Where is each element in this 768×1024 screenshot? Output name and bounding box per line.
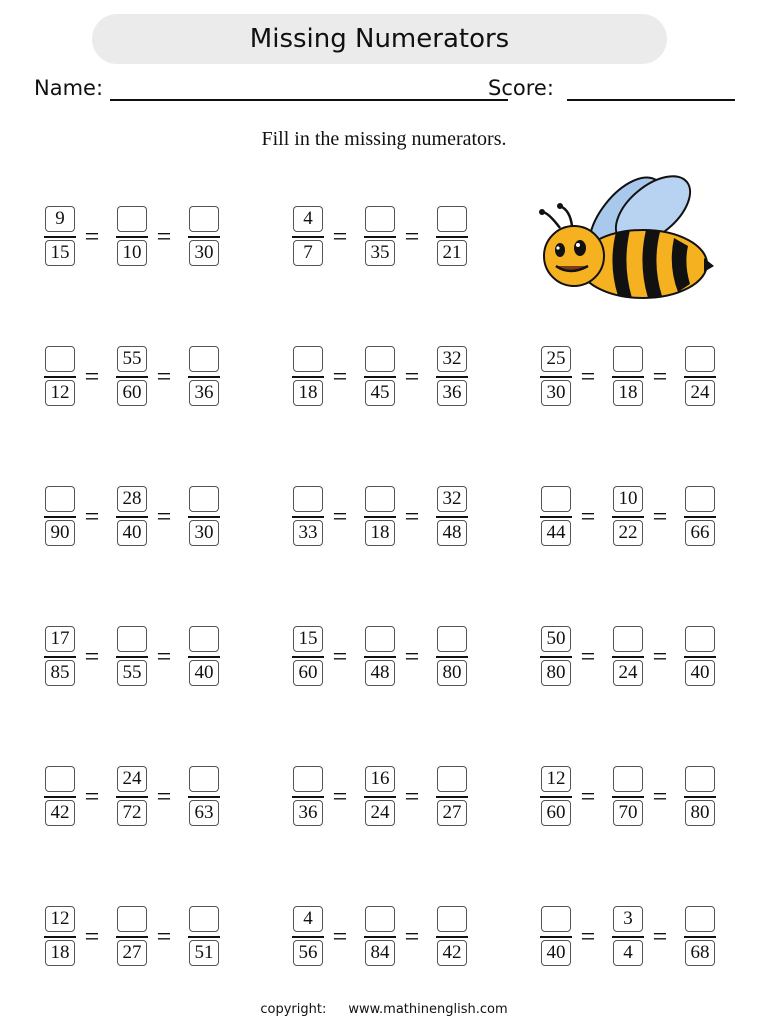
denominator-box: 30 bbox=[189, 520, 219, 546]
fraction bbox=[540, 486, 572, 550]
equals-sign: = bbox=[156, 222, 172, 251]
fraction bbox=[116, 486, 148, 550]
denominator-box: 85 bbox=[45, 660, 75, 686]
fraction-bar bbox=[436, 656, 468, 658]
score-label: Score: bbox=[488, 76, 554, 100]
fraction bbox=[364, 346, 396, 410]
fraction-bar bbox=[364, 236, 396, 238]
denominator-box: 80 bbox=[685, 800, 715, 826]
denominator-box: 51 bbox=[189, 940, 219, 966]
fraction-bar bbox=[684, 376, 716, 378]
numerator-box: 3 bbox=[613, 906, 643, 932]
numerator-answer-box[interactable] bbox=[613, 766, 643, 792]
numerator-box: 4 bbox=[293, 206, 323, 232]
equals-sign: = bbox=[580, 642, 596, 671]
numerator-answer-box[interactable] bbox=[685, 486, 715, 512]
fraction bbox=[540, 626, 572, 690]
fraction bbox=[540, 766, 572, 830]
fraction bbox=[540, 906, 572, 970]
denominator-box: 33 bbox=[293, 520, 323, 546]
fraction bbox=[612, 906, 644, 970]
denominator-box: 22 bbox=[613, 520, 643, 546]
fraction-bar bbox=[364, 656, 396, 658]
fraction-bar bbox=[540, 796, 572, 798]
equivalent-fraction-problem bbox=[292, 906, 492, 976]
fraction bbox=[292, 906, 324, 970]
numerator-answer-box[interactable] bbox=[365, 206, 395, 232]
denominator-box: 30 bbox=[541, 380, 571, 406]
denominator-box: 24 bbox=[685, 380, 715, 406]
fraction-bar bbox=[292, 516, 324, 518]
fraction-bar bbox=[188, 516, 220, 518]
denominator-box: 90 bbox=[45, 520, 75, 546]
fraction-bar bbox=[612, 796, 644, 798]
denominator-box: 36 bbox=[189, 380, 219, 406]
fraction-bar bbox=[116, 236, 148, 238]
name-score-row bbox=[34, 72, 739, 106]
denominator-box: 80 bbox=[437, 660, 467, 686]
numerator-box: 28 bbox=[117, 486, 147, 512]
numerator-answer-box[interactable] bbox=[189, 766, 219, 792]
fraction bbox=[292, 766, 324, 830]
numerator-answer-box[interactable] bbox=[365, 346, 395, 372]
fraction bbox=[116, 206, 148, 270]
equals-sign: = bbox=[652, 922, 668, 951]
equivalent-fraction-problem bbox=[44, 346, 244, 416]
equals-sign: = bbox=[332, 642, 348, 671]
score-field[interactable] bbox=[567, 99, 735, 101]
equivalent-fraction-problem bbox=[540, 766, 740, 836]
fraction bbox=[292, 486, 324, 550]
fraction-bar bbox=[44, 516, 76, 518]
fraction bbox=[436, 346, 468, 410]
denominator-box: 18 bbox=[613, 380, 643, 406]
numerator-box: 12 bbox=[45, 906, 75, 932]
numerator-box: 50 bbox=[541, 626, 571, 652]
fraction-bar bbox=[612, 656, 644, 658]
equals-sign: = bbox=[404, 642, 420, 671]
equivalent-fraction-problem bbox=[44, 486, 244, 556]
numerator-answer-box[interactable] bbox=[293, 766, 323, 792]
numerator-answer-box[interactable] bbox=[365, 906, 395, 932]
fraction-bar bbox=[116, 516, 148, 518]
numerator-box: 17 bbox=[45, 626, 75, 652]
equals-sign: = bbox=[404, 782, 420, 811]
name-label: Name: bbox=[34, 76, 104, 100]
fraction-bar bbox=[612, 936, 644, 938]
equivalent-fraction-problem bbox=[292, 486, 492, 556]
denominator-box: 15 bbox=[45, 240, 75, 266]
numerator-box: 9 bbox=[45, 206, 75, 232]
numerator-answer-box[interactable] bbox=[117, 206, 147, 232]
denominator-box: 27 bbox=[437, 800, 467, 826]
fraction-bar bbox=[188, 236, 220, 238]
numerator-answer-box[interactable] bbox=[685, 626, 715, 652]
denominator-box: 68 bbox=[685, 940, 715, 966]
equals-sign: = bbox=[404, 922, 420, 951]
website-link[interactable]: www.mathinenglish.com bbox=[348, 1002, 508, 1017]
numerator-answer-box[interactable] bbox=[437, 626, 467, 652]
numerator-box: 32 bbox=[437, 346, 467, 372]
numerator-answer-box[interactable] bbox=[189, 486, 219, 512]
equals-sign: = bbox=[332, 502, 348, 531]
numerator-answer-box[interactable] bbox=[365, 626, 395, 652]
equivalent-fraction-problem bbox=[44, 626, 244, 696]
denominator-box: 70 bbox=[613, 800, 643, 826]
equals-sign: = bbox=[652, 502, 668, 531]
equals-sign: = bbox=[84, 362, 100, 391]
numerator-answer-box[interactable] bbox=[437, 766, 467, 792]
denominator-box: 18 bbox=[45, 940, 75, 966]
name-field[interactable] bbox=[110, 99, 508, 101]
equals-sign: = bbox=[580, 922, 596, 951]
denominator-box: 12 bbox=[45, 380, 75, 406]
equals-sign: = bbox=[580, 502, 596, 531]
fraction bbox=[188, 206, 220, 270]
numerator-answer-box[interactable] bbox=[541, 486, 571, 512]
numerator-answer-box[interactable] bbox=[189, 346, 219, 372]
fraction-bar bbox=[188, 936, 220, 938]
equivalent-fraction-problem bbox=[292, 346, 492, 416]
numerator-box: 32 bbox=[437, 486, 467, 512]
fraction-bar bbox=[684, 516, 716, 518]
fraction-bar bbox=[116, 656, 148, 658]
fraction-bar bbox=[540, 936, 572, 938]
equivalent-fraction-problem bbox=[44, 766, 244, 836]
fraction-bar bbox=[116, 936, 148, 938]
fraction-bar bbox=[44, 936, 76, 938]
equivalent-fraction-problem bbox=[540, 906, 740, 976]
fraction-bar bbox=[44, 376, 76, 378]
fraction bbox=[44, 346, 76, 410]
numerator-answer-box[interactable] bbox=[45, 486, 75, 512]
equals-sign: = bbox=[156, 502, 172, 531]
denominator-box: 48 bbox=[437, 520, 467, 546]
fraction bbox=[684, 766, 716, 830]
fraction bbox=[436, 486, 468, 550]
bee-icon bbox=[538, 168, 718, 304]
denominator-box: 7 bbox=[293, 240, 323, 266]
numerator-answer-box[interactable] bbox=[45, 766, 75, 792]
numerator-answer-box[interactable] bbox=[685, 766, 715, 792]
numerator-answer-box[interactable] bbox=[437, 206, 467, 232]
equals-sign: = bbox=[84, 502, 100, 531]
fraction bbox=[44, 206, 76, 270]
fraction bbox=[684, 906, 716, 970]
fraction-bar bbox=[540, 376, 572, 378]
numerator-answer-box[interactable] bbox=[189, 626, 219, 652]
fraction bbox=[436, 626, 468, 690]
numerator-box: 16 bbox=[365, 766, 395, 792]
numerator-answer-box[interactable] bbox=[541, 906, 571, 932]
equals-sign: = bbox=[404, 222, 420, 251]
numerator-answer-box[interactable] bbox=[189, 906, 219, 932]
equals-sign: = bbox=[652, 642, 668, 671]
fraction-bar bbox=[684, 656, 716, 658]
equals-sign: = bbox=[652, 782, 668, 811]
equals-sign: = bbox=[84, 222, 100, 251]
numerator-box: 24 bbox=[117, 766, 147, 792]
fraction bbox=[44, 486, 76, 550]
fraction-bar bbox=[188, 656, 220, 658]
denominator-box: 40 bbox=[685, 660, 715, 686]
denominator-box: 4 bbox=[613, 940, 643, 966]
fraction bbox=[44, 626, 76, 690]
equals-sign: = bbox=[580, 782, 596, 811]
denominator-box: 60 bbox=[541, 800, 571, 826]
equals-sign: = bbox=[404, 362, 420, 391]
copyright-label: copyright: bbox=[260, 1002, 327, 1017]
fraction bbox=[116, 906, 148, 970]
denominator-box: 18 bbox=[293, 380, 323, 406]
fraction-bar bbox=[44, 796, 76, 798]
fraction-bar bbox=[116, 796, 148, 798]
fraction-bar bbox=[540, 656, 572, 658]
equals-sign: = bbox=[332, 782, 348, 811]
fraction bbox=[436, 906, 468, 970]
numerator-box: 55 bbox=[117, 346, 147, 372]
fraction bbox=[364, 206, 396, 270]
equals-sign: = bbox=[580, 362, 596, 391]
denominator-box: 60 bbox=[293, 660, 323, 686]
denominator-box: 42 bbox=[45, 800, 75, 826]
fraction bbox=[188, 906, 220, 970]
fraction-bar bbox=[540, 516, 572, 518]
numerator-answer-box[interactable] bbox=[685, 346, 715, 372]
fraction bbox=[612, 626, 644, 690]
worksheet-title: Missing Numerators bbox=[92, 14, 667, 64]
denominator-box: 30 bbox=[189, 240, 219, 266]
equals-sign: = bbox=[156, 782, 172, 811]
denominator-box: 24 bbox=[365, 800, 395, 826]
equivalent-fraction-problem bbox=[44, 906, 244, 976]
fraction bbox=[612, 766, 644, 830]
denominator-box: 63 bbox=[189, 800, 219, 826]
equivalent-fraction-problem bbox=[540, 626, 740, 696]
fraction-bar bbox=[364, 376, 396, 378]
fraction bbox=[116, 346, 148, 410]
numerator-box: 15 bbox=[293, 626, 323, 652]
fraction bbox=[364, 486, 396, 550]
denominator-box: 21 bbox=[437, 240, 467, 266]
numerator-box: 4 bbox=[293, 906, 323, 932]
denominator-box: 18 bbox=[365, 520, 395, 546]
equivalent-fraction-problem bbox=[540, 486, 740, 556]
denominator-box: 55 bbox=[117, 660, 147, 686]
fraction-bar bbox=[292, 236, 324, 238]
fraction bbox=[188, 346, 220, 410]
denominator-box: 35 bbox=[365, 240, 395, 266]
denominator-box: 60 bbox=[117, 380, 147, 406]
denominator-box: 40 bbox=[541, 940, 571, 966]
fraction-bar bbox=[188, 376, 220, 378]
denominator-box: 72 bbox=[117, 800, 147, 826]
fraction bbox=[188, 766, 220, 830]
equivalent-fraction-problem bbox=[44, 206, 244, 276]
numerator-box: 12 bbox=[541, 766, 571, 792]
fraction-bar bbox=[188, 796, 220, 798]
fraction bbox=[292, 206, 324, 270]
equivalent-fraction-problem bbox=[292, 766, 492, 836]
fraction-bar bbox=[292, 936, 324, 938]
denominator-box: 24 bbox=[613, 660, 643, 686]
equals-sign: = bbox=[652, 362, 668, 391]
fraction bbox=[364, 626, 396, 690]
denominator-box: 44 bbox=[541, 520, 571, 546]
fraction bbox=[684, 626, 716, 690]
denominator-box: 66 bbox=[685, 520, 715, 546]
fraction bbox=[540, 346, 572, 410]
equals-sign: = bbox=[332, 922, 348, 951]
fraction bbox=[188, 486, 220, 550]
numerator-answer-box[interactable] bbox=[117, 626, 147, 652]
equals-sign: = bbox=[156, 642, 172, 671]
fraction-bar bbox=[292, 796, 324, 798]
numerator-answer-box[interactable] bbox=[685, 906, 715, 932]
denominator-box: 36 bbox=[293, 800, 323, 826]
fraction-bar bbox=[612, 376, 644, 378]
fraction-bar bbox=[436, 236, 468, 238]
fraction bbox=[364, 766, 396, 830]
equals-sign: = bbox=[84, 782, 100, 811]
numerator-answer-box[interactable] bbox=[189, 206, 219, 232]
fraction bbox=[364, 906, 396, 970]
fraction bbox=[44, 906, 76, 970]
equals-sign: = bbox=[332, 222, 348, 251]
numerator-answer-box[interactable] bbox=[293, 346, 323, 372]
fraction-bar bbox=[436, 516, 468, 518]
equals-sign: = bbox=[332, 362, 348, 391]
fraction bbox=[292, 346, 324, 410]
equals-sign: = bbox=[84, 642, 100, 671]
fraction-bar bbox=[44, 656, 76, 658]
fraction-bar bbox=[44, 236, 76, 238]
numerator-answer-box[interactable] bbox=[365, 486, 395, 512]
equals-sign: = bbox=[404, 502, 420, 531]
fraction bbox=[684, 486, 716, 550]
numerator-answer-box[interactable] bbox=[613, 346, 643, 372]
fraction bbox=[436, 766, 468, 830]
fraction-bar bbox=[292, 376, 324, 378]
denominator-box: 48 bbox=[365, 660, 395, 686]
numerator-answer-box[interactable] bbox=[117, 906, 147, 932]
fraction-bar bbox=[364, 936, 396, 938]
equals-sign: = bbox=[156, 922, 172, 951]
denominator-box: 56 bbox=[293, 940, 323, 966]
numerator-answer-box[interactable] bbox=[437, 906, 467, 932]
denominator-box: 40 bbox=[117, 520, 147, 546]
numerator-answer-box[interactable] bbox=[293, 486, 323, 512]
fraction-bar bbox=[684, 796, 716, 798]
fraction-bar bbox=[292, 656, 324, 658]
numerator-box: 10 bbox=[613, 486, 643, 512]
instructions: Fill in the missing numerators. bbox=[261, 128, 507, 150]
denominator-box: 27 bbox=[117, 940, 147, 966]
fraction bbox=[436, 206, 468, 270]
fraction-bar bbox=[436, 796, 468, 798]
denominator-box: 80 bbox=[541, 660, 571, 686]
fraction bbox=[612, 486, 644, 550]
fraction-bar bbox=[364, 516, 396, 518]
fraction bbox=[116, 766, 148, 830]
fraction-bar bbox=[436, 936, 468, 938]
equivalent-fraction-problem bbox=[292, 206, 492, 276]
denominator-box: 42 bbox=[437, 940, 467, 966]
fraction bbox=[44, 766, 76, 830]
numerator-answer-box[interactable] bbox=[45, 346, 75, 372]
equivalent-fraction-problem bbox=[540, 346, 740, 416]
numerator-box: 25 bbox=[541, 346, 571, 372]
denominator-box: 36 bbox=[437, 380, 467, 406]
denominator-box: 10 bbox=[117, 240, 147, 266]
footer bbox=[0, 1002, 768, 1017]
fraction-bar bbox=[612, 516, 644, 518]
denominator-box: 40 bbox=[189, 660, 219, 686]
fraction bbox=[188, 626, 220, 690]
denominator-box: 84 bbox=[365, 940, 395, 966]
fraction bbox=[292, 626, 324, 690]
equals-sign: = bbox=[156, 362, 172, 391]
fraction bbox=[116, 626, 148, 690]
fraction-bar bbox=[116, 376, 148, 378]
equals-sign: = bbox=[84, 922, 100, 951]
fraction bbox=[684, 346, 716, 410]
fraction bbox=[612, 346, 644, 410]
fraction-bar bbox=[684, 936, 716, 938]
fraction-bar bbox=[436, 376, 468, 378]
equivalent-fraction-problem bbox=[292, 626, 492, 696]
denominator-box: 45 bbox=[365, 380, 395, 406]
numerator-answer-box[interactable] bbox=[613, 626, 643, 652]
fraction-bar bbox=[364, 796, 396, 798]
